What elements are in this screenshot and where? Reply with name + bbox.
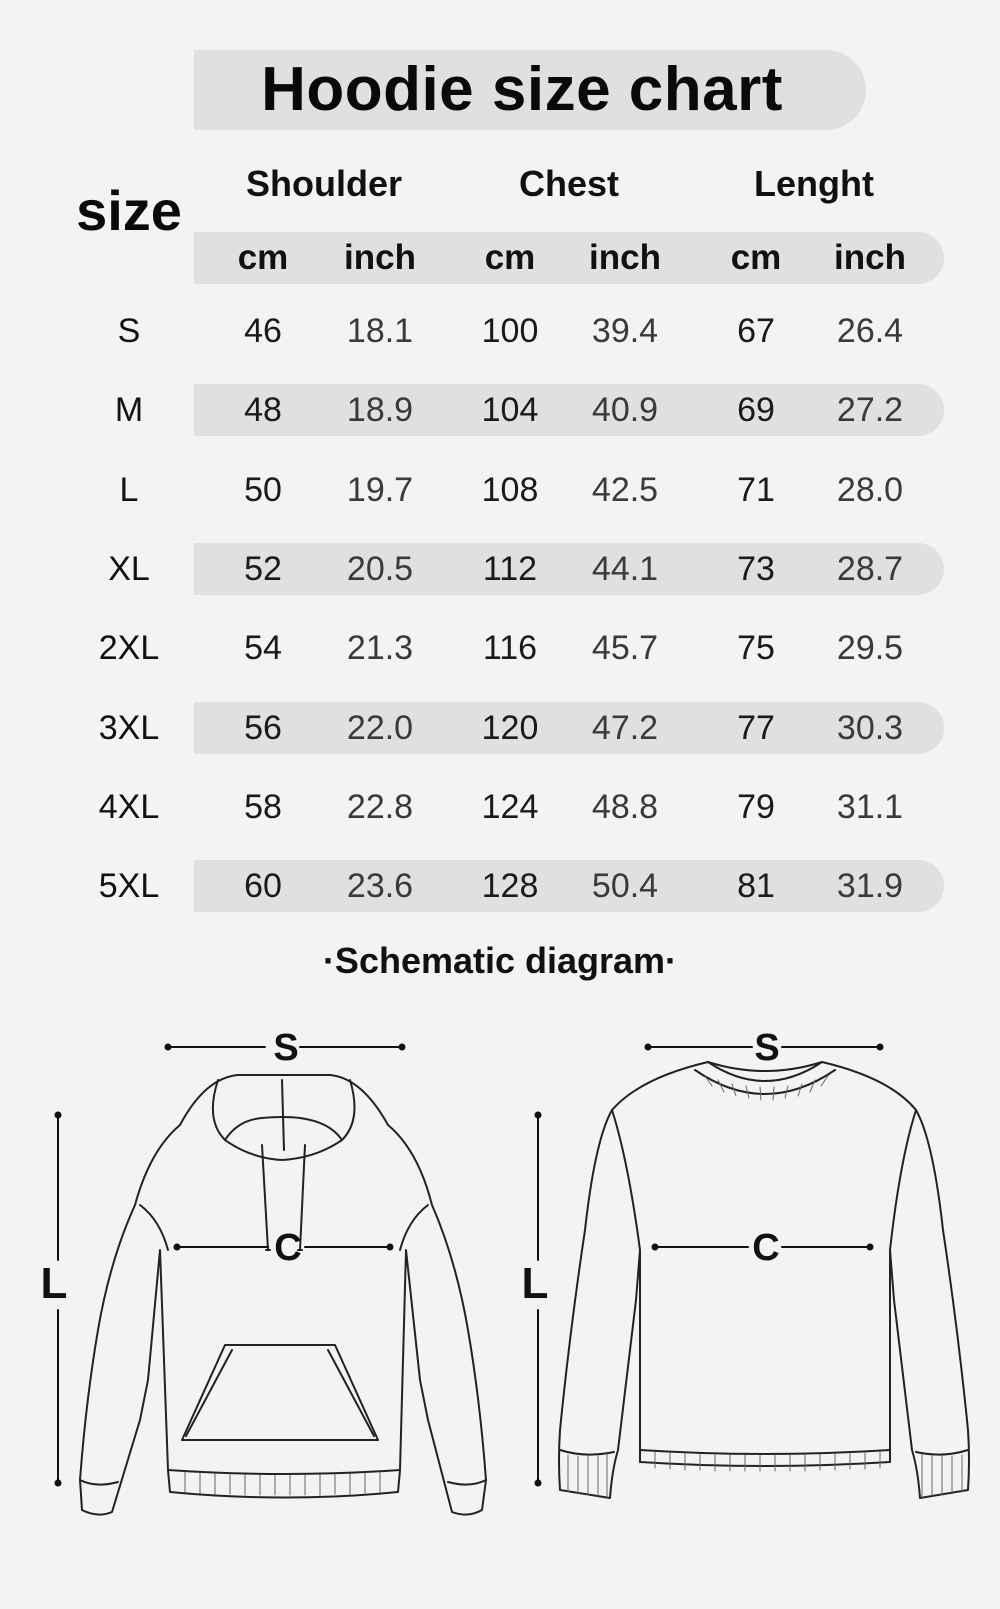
value-cell-length-cm: 77 <box>737 709 775 747</box>
value-cell-length-inch: 26.4 <box>836 312 904 350</box>
value-cell-length-inch: 30.3 <box>836 709 904 747</box>
value-cell-length-cm: 75 <box>737 629 775 667</box>
value-cell-length-inch: 31.1 <box>836 788 904 826</box>
value-cell-shoulder-inch: 23.6 <box>346 867 414 905</box>
value-cell-chest-inch: 45.7 <box>591 629 659 667</box>
value-cell-chest-cm: 128 <box>481 867 539 905</box>
value-cell-chest-inch: 48.8 <box>591 788 659 826</box>
size-cell: M <box>114 391 144 429</box>
sweatshirt-drawing <box>559 1062 969 1498</box>
value-cell-chest-cm: 100 <box>481 312 539 350</box>
value-cell-length-inch: 31.9 <box>836 867 904 905</box>
value-cell-shoulder-cm: 48 <box>244 391 282 429</box>
value-cell-length-cm: 79 <box>737 788 775 826</box>
value-cell-chest-cm: 104 <box>481 391 539 429</box>
schematic-title: ·Schematic diagram· <box>322 940 678 981</box>
value-cell-length-cm: 71 <box>737 471 775 509</box>
hoodie-shoulder-label: S <box>273 1027 299 1069</box>
value-cell-shoulder-inch: 19.7 <box>346 471 414 509</box>
group-header-length: Lenght <box>754 163 874 204</box>
group-header-shoulder: Shoulder <box>245 163 402 204</box>
value-cell-shoulder-cm: 54 <box>244 629 282 667</box>
value-cell-chest-cm: 120 <box>481 709 539 747</box>
hoodie-chest-label: C <box>274 1227 302 1269</box>
value-cell-chest-inch: 47.2 <box>591 709 659 747</box>
size-cell: 2XL <box>98 629 160 667</box>
value-cell-length-cm: 73 <box>737 550 775 588</box>
size-cell: L <box>119 471 139 509</box>
unit-header-shoulder-cm: cm <box>237 238 289 277</box>
value-cell-length-cm: 67 <box>737 312 775 350</box>
hoodie-length-label: L <box>40 1259 68 1308</box>
value-cell-length-cm: 69 <box>737 391 775 429</box>
value-cell-chest-cm: 116 <box>482 629 538 667</box>
schematic-diagram <box>0 1000 1000 1600</box>
hoodie-drawing <box>80 1075 486 1515</box>
unit-header-shoulder-inch: inch <box>344 238 416 277</box>
unit-header-length-inch: inch <box>834 238 906 277</box>
value-cell-length-cm: 81 <box>737 867 775 905</box>
value-cell-shoulder-cm: 60 <box>244 867 282 905</box>
value-cell-chest-cm: 108 <box>481 471 539 509</box>
size-cell: 3XL <box>98 709 160 747</box>
unit-header-chest-cm: cm <box>484 238 536 277</box>
value-cell-shoulder-cm: 52 <box>244 550 282 588</box>
size-cell: 5XL <box>98 867 160 905</box>
value-cell-shoulder-inch: 21.3 <box>346 629 414 667</box>
size-cell: 4XL <box>98 788 160 826</box>
value-cell-shoulder-cm: 46 <box>244 312 282 350</box>
group-header-chest: Chest <box>518 163 620 204</box>
value-cell-length-inch: 29.5 <box>836 629 904 667</box>
value-cell-length-inch: 27.2 <box>836 391 904 429</box>
value-cell-shoulder-inch: 22.8 <box>346 788 414 826</box>
value-cell-chest-inch: 42.5 <box>591 471 659 509</box>
value-cell-chest-inch: 40.9 <box>591 391 659 429</box>
sweatshirt-chest-label: C <box>752 1227 780 1269</box>
unit-header-chest-inch: inch <box>589 238 661 277</box>
value-cell-length-inch: 28.0 <box>836 471 904 509</box>
value-cell-shoulder-inch: 22.0 <box>346 709 414 747</box>
sweatshirt-length-label: L <box>521 1259 549 1308</box>
page-title: Hoodie size chart <box>261 55 783 124</box>
value-cell-shoulder-inch: 18.1 <box>346 312 414 350</box>
value-cell-chest-inch: 44.1 <box>591 550 659 588</box>
value-cell-shoulder-inch: 20.5 <box>346 550 414 588</box>
value-cell-chest-inch: 50.4 <box>591 867 659 905</box>
unit-header-length-cm: cm <box>730 238 782 277</box>
value-cell-shoulder-cm: 58 <box>244 788 282 826</box>
size-column-header: size <box>76 179 182 242</box>
value-cell-length-inch: 28.7 <box>836 550 904 588</box>
value-cell-chest-inch: 39.4 <box>591 312 659 350</box>
value-cell-chest-cm: 124 <box>481 788 539 826</box>
value-cell-shoulder-cm: 50 <box>244 471 282 509</box>
value-cell-shoulder-inch: 18.9 <box>346 391 414 429</box>
value-cell-chest-cm: 112 <box>482 550 538 588</box>
value-cell-shoulder-cm: 56 <box>244 709 282 747</box>
size-cell: XL <box>108 550 150 588</box>
size-cell: S <box>117 312 141 350</box>
sweatshirt-shoulder-label: S <box>754 1027 780 1069</box>
